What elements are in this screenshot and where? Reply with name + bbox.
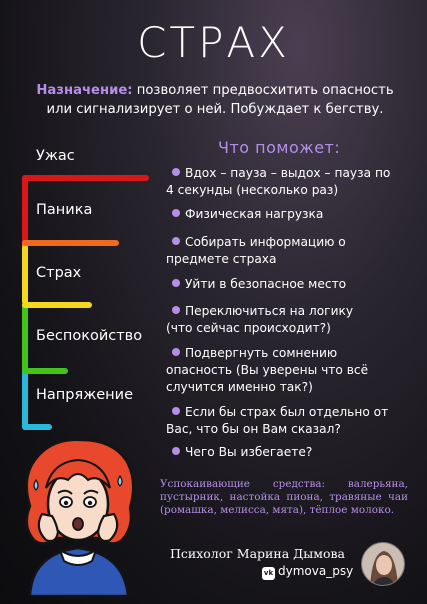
purpose-line2: или сигнализирует о ней. Побуждает к бегству. [46,102,384,117]
vk-icon: vk [262,567,275,580]
portrait-photo [362,543,405,586]
scale-label-tension: Напряжение [36,387,134,403]
purpose-label: Назначение: [36,83,133,98]
scale-label-horror: Ужас [36,148,75,164]
bullet-icon [172,348,180,356]
scale-label-fear: Страх [36,265,82,281]
tip-item: Собирать информацию о предмете страха [166,235,346,266]
tip-item: Уйти в безопасное место [166,276,416,293]
social-handle[interactable] [262,564,353,580]
purpose-line1: позволяет предвосхитить опасность [132,83,394,98]
tip-item: Физическая нагрузка [166,206,416,223]
help-title: Что поможет: [218,138,341,157]
scale-vbar-yellow [22,245,28,305]
bullet-icon [172,447,180,455]
bullet-icon [172,209,180,217]
frightened-girl-illustration [12,436,147,596]
tip-item: Вдох – пауза – выдох – пауза по 4 секунды (несколько раз) [166,166,391,197]
scale-bar-blue [22,424,52,430]
tip-item: Подвергнуть сомнению опасность (Вы уверены что всё случится именно так?) [166,346,369,394]
scale-vbar-green [22,302,28,372]
scale-bar-yellow [22,302,92,308]
bullet-icon [172,168,180,176]
scale-label-anxiety: Беспокойство [36,328,143,344]
bullet-icon [172,306,180,314]
bullet-icon [172,279,180,287]
bullet-icon [172,237,180,245]
bullet-icon [172,407,180,415]
tip-item: Чего Вы избегаете? [166,444,416,461]
scale-vbar-red [22,175,28,245]
purpose-text [22,81,408,119]
scale-bar-orange [22,240,119,246]
tip-item: Переключиться на логику (что сейчас происходит?) [166,304,354,335]
page-title: СТРАХ [137,18,290,67]
tip-item: Если бы страх был отдельно от Вас, что бы он Вам сказал? [166,405,389,436]
scale-bar-green [22,368,68,374]
handle-text: dymova_psy [278,564,354,578]
scale-vbar-blue [22,368,28,430]
scale-label-panic: Паника [36,202,93,218]
scale-bar-red [22,175,149,181]
remedies-text: Успокаивающие средства: валерьяна, пустырник, настойка пиона, травяные чаи (ромашка, мелисса, мята), тёплое молоко. [160,478,408,516]
author-name: Психолог Марина Дымова [170,546,345,561]
avatar [361,542,405,586]
